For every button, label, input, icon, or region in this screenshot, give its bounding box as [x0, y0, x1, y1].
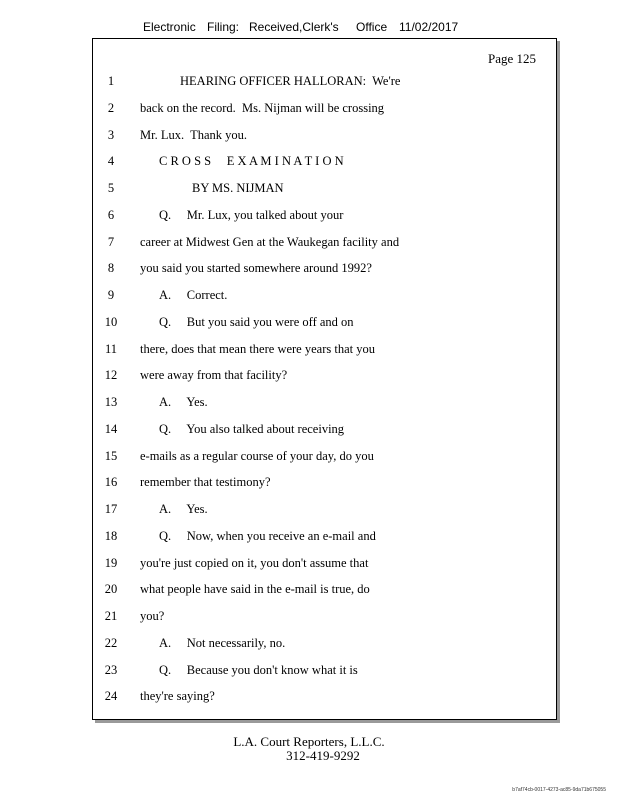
line-text: Mr. Lux. Thank you.	[140, 127, 248, 142]
line-number: 6	[107, 207, 115, 222]
transcript-line	[93, 208, 556, 226]
electronic-filing-stamp	[0, 20, 618, 36]
page-number: Page 125	[487, 51, 536, 66]
line-text: what people have said in the e-mail is true, do	[140, 582, 370, 597]
stamp-electronic: Electronic	[143, 20, 196, 34]
line-number: 7	[107, 234, 115, 249]
line-number: 20	[104, 582, 118, 597]
stamp-date: 11/02/2017	[399, 20, 459, 34]
line-number: 22	[104, 635, 118, 650]
transcript-page	[92, 38, 557, 720]
line-text: A. Yes.	[159, 395, 208, 409]
transcript-line	[93, 128, 556, 146]
transcript-line	[93, 529, 556, 547]
transcript-line	[93, 663, 556, 681]
transcript-line	[93, 235, 556, 253]
line-text: Q. Now, when you receive an e-mail and	[159, 528, 376, 543]
line-number: 12	[104, 368, 118, 383]
line-text: career at Midwest Gen at the Waukegan facility and	[140, 234, 400, 249]
line-number: 23	[104, 662, 118, 677]
transcript-line	[93, 502, 556, 520]
line-text: there, does that mean there were years that you	[140, 341, 375, 356]
line-text: they're saying?	[140, 689, 215, 704]
transcript-line	[93, 181, 556, 199]
transcript-line	[93, 689, 556, 707]
line-text: C R O S S E X A M I N A T I O N	[159, 154, 344, 169]
transcript-line	[93, 315, 556, 333]
line-text: back on the record. Ms. Nijman will be crossing	[140, 100, 385, 115]
line-number: 13	[104, 395, 118, 409]
document-id: b7af74cb-0017-4273-ac85-9da71b675055	[512, 787, 606, 793]
footer-company: L.A. Court Reporters, L.L.C.	[233, 734, 385, 749]
transcript-line	[93, 154, 556, 172]
line-number: 9	[107, 288, 115, 302]
line-text: Q. Because you don't know what it is	[159, 662, 358, 677]
line-text: Q. You also talked about receiving	[159, 421, 345, 436]
line-text: you?	[140, 609, 165, 623]
line-text: you're just copied on it, you don't assume that	[140, 555, 369, 570]
line-number: 8	[107, 261, 115, 276]
line-number: 2	[107, 100, 115, 115]
transcript-line	[93, 556, 556, 574]
line-text: A. Correct.	[159, 288, 228, 302]
stamp-filing: Filing:	[207, 20, 240, 34]
line-text: you said you started somewhere around 1992?	[140, 261, 372, 276]
line-text: BY MS. NIJMAN	[192, 181, 284, 195]
stamp-office: Office	[356, 20, 388, 34]
line-number: 10	[104, 314, 118, 329]
line-number: 21	[104, 609, 118, 623]
stamp-received: Received,Clerk's	[249, 20, 339, 34]
transcript-line	[93, 449, 556, 467]
transcript-line	[93, 74, 556, 92]
line-text: were away from that facility?	[140, 368, 288, 383]
line-number: 16	[104, 475, 118, 490]
line-text: e-mails as a regular course of your day, do you	[140, 448, 374, 463]
transcript-line	[93, 342, 556, 360]
line-number: 15	[104, 448, 118, 463]
line-text: remember that testimony?	[140, 475, 271, 490]
transcript-line	[93, 368, 556, 386]
line-text: HEARING OFFICER HALLORAN: We're	[180, 74, 401, 88]
line-number: 24	[104, 689, 118, 704]
transcript-line	[93, 475, 556, 493]
transcript-line	[93, 422, 556, 440]
line-number: 19	[104, 555, 118, 570]
footer-phone: 312-419-9292	[286, 748, 360, 763]
line-text: A. Not necessarily, no.	[159, 635, 286, 650]
transcript-line	[93, 395, 556, 413]
line-number: 4	[107, 154, 115, 169]
line-text: A. Yes.	[159, 502, 208, 516]
line-text: Q. Mr. Lux, you talked about your	[159, 207, 344, 222]
line-number: 3	[107, 127, 115, 142]
transcript-line	[93, 609, 556, 627]
transcript-line	[93, 261, 556, 279]
line-number: 1	[107, 74, 115, 88]
transcript-line	[93, 582, 556, 600]
line-text: Q. But you said you were off and on	[159, 314, 354, 329]
line-number: 11	[104, 341, 118, 356]
transcript-line	[93, 288, 556, 306]
line-number: 18	[104, 528, 118, 543]
line-number: 5	[107, 181, 115, 195]
transcript-line	[93, 636, 556, 654]
transcript-line	[93, 101, 556, 119]
line-number: 14	[104, 421, 118, 436]
line-number: 17	[104, 502, 118, 516]
